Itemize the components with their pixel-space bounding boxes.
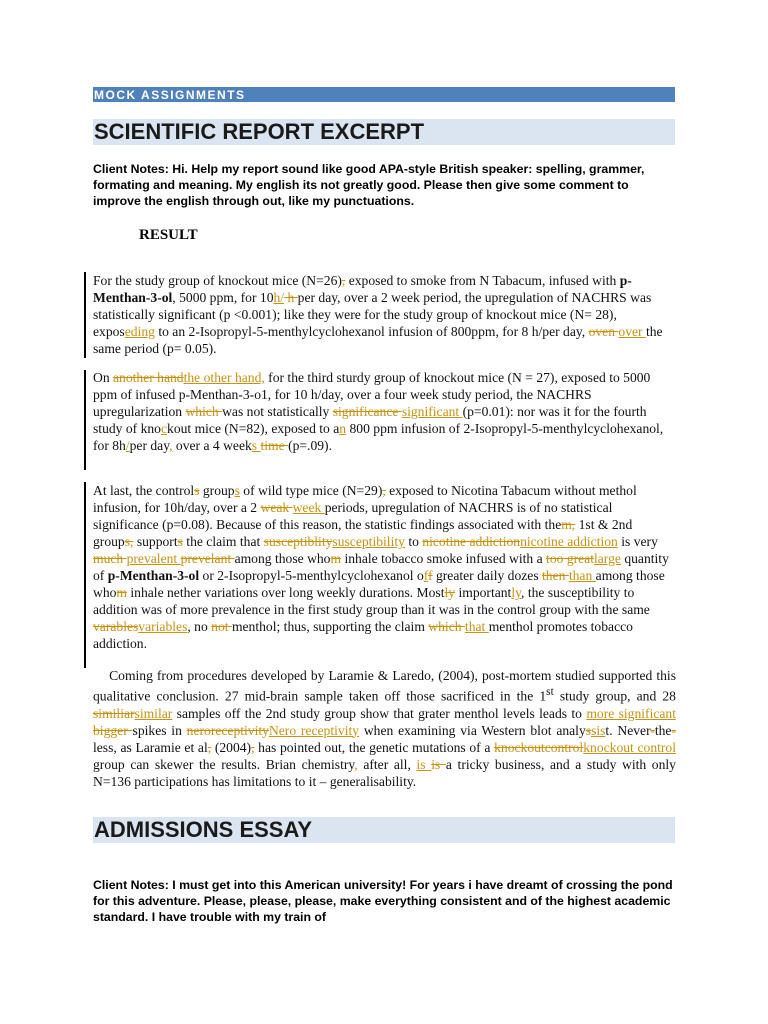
tracked-deletion: nicotine addiction: [422, 534, 521, 549]
tracked-deletion: ly: [444, 585, 456, 600]
change-bar: [84, 482, 86, 668]
text-run: exposed to Nicotina Tabacum without methol infusion, for 10h/day, over a 2: [93, 483, 637, 515]
tracked-deletion: then: [542, 568, 569, 583]
text-run: after all,: [357, 756, 417, 772]
tracked-insertion: s: [234, 483, 240, 498]
bold-term: p-Menthan-3-ol: [107, 568, 200, 583]
paragraph-3: [93, 482, 676, 652]
tracked-insertion: similar: [134, 705, 173, 721]
text-run: Coming from procedures developed by Laramie & Laredo, (2004), post-mortem studied supported this qualitative conclusion. 27 mid-brain sample taken off those sacrificed in the 1: [93, 668, 676, 704]
tracked-deletion: bigger: [93, 722, 133, 738]
paragraph-1: [93, 272, 676, 357]
text-run: has pointed out, the genetic mutations of a: [254, 739, 495, 755]
tracked-insertion: prevalent: [126, 551, 181, 566]
tracked-insertion: is: [416, 756, 432, 772]
tracked-deletion: weak: [260, 500, 293, 515]
text-run: to an 2-Isopropyl-5-menthylcyclohexanol infusion of 800ppm, for 8 h/per day,: [154, 324, 589, 339]
text-run: quantity of: [93, 551, 669, 583]
text-run: is very: [617, 534, 658, 549]
text-run: (2004): [211, 739, 252, 755]
tracked-deletion: is: [431, 756, 446, 772]
text-run: important: [455, 585, 512, 600]
tracked-deletion: oven: [588, 324, 619, 339]
tracked-insertion: significant: [401, 404, 463, 419]
tracked-insertion: Nero receptivity: [268, 722, 360, 738]
text-run: study group, and 28: [553, 688, 676, 704]
tracked-deletion: f: [428, 568, 433, 583]
tracked-deletion: neroreceptivity: [186, 722, 269, 738]
text-run: greater daily dozes: [432, 568, 543, 583]
text-run: , 5000 ppm, for 10: [172, 290, 274, 305]
text-run: At last, the control: [93, 483, 195, 498]
tracked-deletion: time: [260, 438, 289, 453]
text-run: menthol; thus, supporting the claim: [231, 619, 429, 634]
text-run: exposed to smoke from N Tabacum, infused with: [345, 273, 620, 288]
tracked-insertion: knockout control: [583, 739, 676, 755]
tracked-insertion: nicotine addiction: [520, 534, 618, 549]
tracked-deletion: knockoutcontrol: [494, 739, 584, 755]
bold-term: p-Menthan-3-ol: [93, 273, 632, 305]
text-run: group: [199, 483, 235, 498]
tracked-insertion: sis: [591, 722, 606, 738]
tracked-deletion: much: [93, 551, 127, 566]
text-run: the same period (p= 0.05).: [93, 324, 663, 356]
result-heading: RESULT: [139, 227, 198, 243]
tracked-insertion: susceptibility: [332, 534, 405, 549]
paragraph-4: [93, 667, 676, 790]
tracked-deletion: m: [330, 551, 342, 566]
text-run: to: [404, 534, 423, 549]
tracked-deletion: -: [671, 722, 676, 738]
tracked-deletion: m,: [561, 517, 576, 532]
text-run: , the susceptibility to addition was of more prevalence in the first study group than it was in the control group with the same: [93, 585, 650, 617]
text-run: when examining via Western blot analy: [359, 722, 586, 738]
text-run: samples off the 2nd study group show that grater menthol levels leads to: [172, 705, 587, 721]
text-run: t. Never: [605, 722, 651, 738]
text-run: among those who: [93, 568, 665, 600]
tracked-insertion: n: [339, 421, 347, 436]
tracked-deletion: another hand: [113, 370, 184, 385]
text-run: (p=.09).: [288, 438, 332, 453]
tracked-insertion: week: [292, 500, 325, 515]
client-notes-essay: Client Notes: I must get into this American university! For years i have dreamt of crossing the pond for this adventure. Please, please, please, make everything consistent and of the highest academic standard. I have trouble with my train of: [93, 878, 673, 924]
tracked-deletion: similiar: [93, 705, 135, 721]
text-run: or 2-Isopropyl-5-menthylcyclohexanol o: [199, 568, 424, 583]
text-run: menthol promotes tobacco addiction.: [93, 619, 633, 651]
text-run: the: [654, 722, 672, 738]
change-bar: [84, 272, 86, 358]
text-run: the claim that: [182, 534, 264, 549]
text-run: 1st & 2nd group: [93, 517, 633, 549]
tracked-insertion: eding: [124, 324, 155, 339]
tracked-deletion: susceptiblity: [263, 534, 333, 549]
text-run: per day, over a 2 week period, the upregulation of NACHRS was statistically significant (p <0.001); like they were for the study group of knockout mice (N= 28), expos: [93, 290, 652, 339]
tracked-deletion: significance: [332, 404, 402, 419]
tracked-deletion: s,: [124, 534, 134, 549]
text-run: for the third sturdy group of knockout mice (N = 27), exposed to 5000 ppm of infused p-Menthan-3-o1, for 10 h/day, over a four week study period, the NACHRS upregularization: [93, 370, 651, 419]
tracked-insertion: /: [125, 438, 130, 453]
paragraph-2: [93, 369, 676, 454]
tracked-insertion: f: [423, 568, 429, 583]
tracked-insertion: s: [251, 438, 261, 453]
text-run: a tricky business, and a study with only N=136 participations has limitations to it – generalisability.: [93, 756, 676, 789]
text-run: support: [133, 534, 178, 549]
tracked-insertion: over: [618, 324, 646, 339]
tracked-deletion: ,: [382, 483, 386, 498]
tracked-deletion: too great: [546, 551, 594, 566]
tracked-insertion: the other hand,: [183, 370, 265, 385]
tracked-deletion: which: [185, 404, 223, 419]
tracked-deletion: -: [650, 722, 655, 738]
text-run: per day: [129, 438, 170, 453]
text-run: kout mice (N=82), exposed to a: [167, 421, 340, 436]
text-run: , no: [187, 619, 212, 634]
text-run: On: [93, 370, 114, 385]
text-run: of wild type mice (N=29): [239, 483, 383, 498]
text-run: less, as Laramie et al: [93, 739, 208, 755]
text-run: For the study group of knockout mice (N=26): [93, 273, 342, 288]
text-run: (p=0.01): nor was it for the fourth study of kno: [93, 404, 647, 436]
tracked-deletion: prevelant: [180, 551, 235, 566]
tracked-insertion: variables: [138, 619, 188, 634]
text-run: 800 ppm infusion of 2-Isopropyl-5-menthylcyclohexanol, for 8h: [93, 421, 664, 453]
text-run: inhale nether variations over long weekly durations. Most: [127, 585, 445, 600]
tracked-insertion: ly: [511, 585, 522, 600]
tracked-deletion: ,: [251, 739, 255, 755]
tracked-deletion: s: [177, 534, 183, 549]
tracked-deletion: ,: [341, 273, 346, 288]
text-run: was not statistically: [222, 404, 333, 419]
tracked-insertion: large: [593, 551, 621, 566]
tracked-deletion: not: [211, 619, 232, 634]
tracked-insertion: that: [464, 619, 489, 634]
tracked-insertion: ,: [354, 756, 358, 772]
tracked-insertion: c: [160, 421, 168, 436]
text-run: inhale tobacco smoke infused with a: [341, 551, 547, 566]
tracked-insertion: ,: [169, 438, 173, 453]
tracked-deletion: s: [194, 483, 200, 498]
tracked-deletion: varables: [93, 619, 139, 634]
text-run: spikes in: [132, 722, 187, 738]
text-run: among those who: [234, 551, 331, 566]
tracked-insertion: than: [568, 568, 596, 583]
tracked-deletion: which: [428, 619, 465, 634]
tracked-insertion: more significant: [586, 705, 676, 721]
tracked-deletion: ,: [207, 739, 212, 755]
ordinal-suffix: st: [546, 686, 554, 698]
tracked-deletion: h: [284, 290, 298, 305]
mock-assignments-banner: MOCK ASSIGNMENTS: [93, 87, 675, 102]
section-title-admissions-essay: ADMISSIONS ESSAY: [93, 817, 675, 843]
tracked-deletion: m: [116, 585, 127, 600]
change-bar: [84, 370, 86, 470]
section-title-scientific-report: SCIENTIFIC REPORT EXCERPT: [93, 119, 675, 145]
text-run: group can skewer the results. Brian chemistry: [93, 756, 355, 772]
text-run: periods, upregulation of NACHRS is of no statistical significance (p=0.08). Because of this reason, the statistic findings associated with the: [93, 500, 613, 532]
client-notes-report: Client Notes: Hi. Help my report sound like good APA-style British speaker: spelling, grammer, formating and meaning. My english its not greatly good. Please then give some comment to improve the english through out, like my punctuations.: [93, 162, 645, 208]
tracked-deletion: s: [585, 722, 592, 738]
tracked-insertion: h/: [273, 290, 285, 305]
text-run: over a 4 week: [172, 438, 252, 453]
